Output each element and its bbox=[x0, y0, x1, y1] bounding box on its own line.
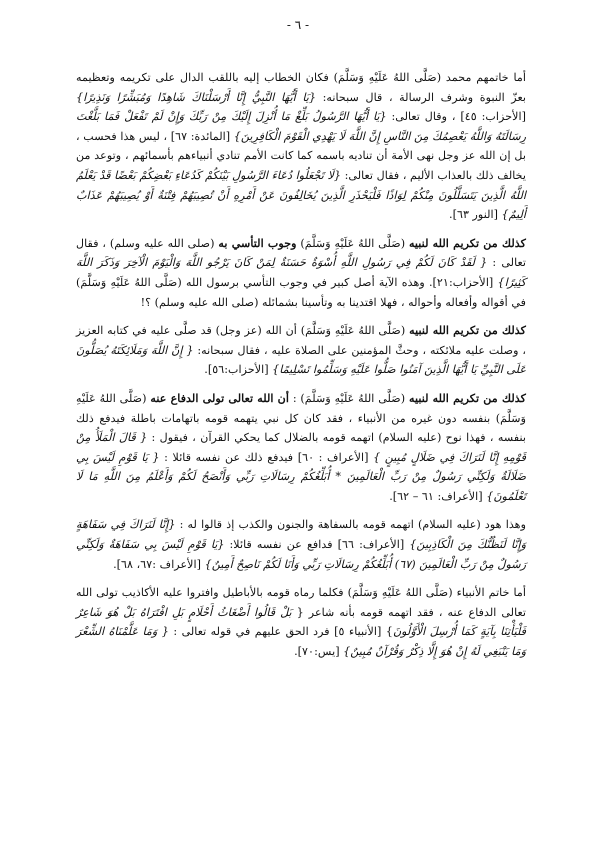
paragraph-text: أما خاتمهم محمد (صَلَّى اللهُ عَلَيْهِ وَسَلَّمَ) فكان الخطاب إليه باللقب الدال على تكريمه وتعظيمه بعزّ النبوة وشرف الرسالة ، قال سبحانه: bbox=[76, 71, 526, 104]
section-heading: كذلك من تكريم الله لنبيه bbox=[409, 323, 527, 338]
quran-verse: { إِنَّ اللَّهَ وَمَلَائِكَتَهُ يُصَلُّونَ عَلَى النَّبِيِّ يَا أَيُّهَا الَّذِينَ آمَنُوا صَلُّوا عَلَيْهِ وَسَلِّمُوا تَسْلِيمًا} bbox=[76, 343, 526, 377]
paragraph bbox=[76, 321, 526, 380]
quran-verse: {يَا أَيُّهَا النَّبِيُّ إِنَّا أَرْسَلْنَاكَ شَاهِدًا وَمُبَشِّرًا وَنَذِيرًا} bbox=[76, 90, 317, 104]
paragraph-text: [المائدة: ٦٧] ، ليس هذا فحسب ، بل إن الله عز وجل نهى الأمة أن تناديه باسمه كما كانت الأمم تنادي أنبياءهم بأسمائهم ، وتوعد من يخالف ذلك بالعذاب الأليم ، فقال تعالى: bbox=[76, 129, 526, 182]
page-number: - ٦ - bbox=[286, 18, 310, 32]
paragraph-text: [يس:٧٠]. bbox=[294, 645, 344, 659]
paragraph-text: [الأحزاب:٥٦]. bbox=[204, 363, 273, 377]
paragraph-text: [الأعراف: ٦٦] فدافع عن نفسه قائلا: bbox=[224, 538, 410, 552]
paragraph-text: (صَلَّى اللهُ عَلَيْهِ وَسَلَّمَ) : bbox=[288, 391, 409, 405]
section-heading: أن الله تعالى تولى الدفاع عنه bbox=[150, 390, 289, 405]
quran-verse: { قَالَ الْمَلَأُ مِنْ قَوْمِهِ إِنَّا لَنَرَاكَ فِي ضَلَالٍ مُبِينٍ } bbox=[76, 431, 527, 464]
paragraph bbox=[76, 389, 526, 507]
paragraph bbox=[76, 68, 526, 225]
paragraph-text: } [الأنبياء ٥] فرد الحق عليهم في قوله تعالى : bbox=[168, 625, 393, 639]
quran-verse: {إِنَّا لَنَرَاكَ فِي سَفَاهَةٍ وَإِنَّا لَنَظُنُّكَ مِنَ الْكَاذِبِينَ} bbox=[76, 518, 526, 552]
paragraph-text: (صَلَّى اللهُ عَلَيْهِ وَسَلَّمَ) أن الله (عز وجل) قد صلَّى عليه في كتابه العزيز ، وصلت عليه ملائكته ، وحثَّ المؤمنين على الصلاة عليه ، فقال سبحانه: bbox=[76, 324, 526, 357]
paragraph-text: (صَلَّى اللهُ عَلَيْهِ وَسَلَّمَ) bbox=[296, 236, 409, 250]
paragraph-text: (صَلَّى اللهُ عَلَيْهِ وَسَلَّمَ) بنفسه دون غيره من الأنبياء ، فقد كان كل نبي يتهمه قومه باتهامات باطلة فيدفع ذلك بنفسه ، فهذا نوح (عليه السلام) اتهمه قومه بالضلال كما يحكي القرآن ، فيقول : bbox=[76, 391, 527, 445]
quran-verse: { وَمَا عَلَّمْنَاهُ الشِّعْرَ وَمَا يَنْبَغِي لَهُ إِنْ هُوَ إِلَّا ذِكْرٌ وَقُرْآنٌ مُبِينٌ} bbox=[76, 625, 526, 659]
paragraph bbox=[76, 234, 526, 312]
quran-verse: { يَا قَوْمِ لَيْسَ بِي ضَلَالَةٌ وَلَكِنِّي رَسُولٌ مِنْ رَبِّ الْعَالَمِينَ * أُبَلِّغُكُمْ رِسَالَاتِ رَبِّي وَأَنْصَحُ لَكُمْ وَأَعْلَمُ مِنَ اللَّهِ مَا لَا تَعْلَمُونَ} bbox=[76, 450, 526, 503]
quran-verse: بَلْ قَالُوا أَضْغَاثُ أَحْلَامٍ بَلِ افْتَرَاهُ بَلْ هُوَ شَاعِرٌ فَلْيَأْتِنَا بِآيَةٍ كَمَا أُرْسِلَ الْأَوَّلُونَ bbox=[76, 605, 527, 639]
paragraph-text: وهذا هود (عليه السلام) اتهمه قومه بالسفاهة والجنون والكذب إذ قالوا له : bbox=[175, 518, 526, 532]
paragraph-text: [النور ٦٣]. bbox=[449, 208, 502, 222]
paragraph bbox=[76, 583, 526, 661]
section-heading: وجوب التأسي به bbox=[218, 235, 297, 250]
paragraph-text: [الأعراف :٦٧، ٦٨]. bbox=[113, 557, 205, 571]
paragraph bbox=[76, 515, 526, 574]
page-body bbox=[76, 68, 526, 671]
paragraph-text: [الأحزاب:٢١]. وهذه الآية أصل كبير في وجوب التأسي برسول الله (صَلَّى اللهُ عَلَيْهِ وَسَلَّمَ) في أقواله وأفعاله وأحواله ، فهلا اقتدينا به وتأسينا بشمائله (صلى الله عليه وسلم) ؟! bbox=[76, 275, 526, 309]
paragraph-text: [الأعراف : ٦٠] فيدفع ذلك عن نفسه قائلا : bbox=[159, 450, 374, 464]
paragraph-text: (صلى الله عليه وسلم) ، فقال تعالى : bbox=[76, 236, 526, 270]
paragraph-text: أما خاتم الأنبياء (صَلَّى اللهُ عَلَيْهِ وَسَلَّمَ) فكلما رماه قومه بالأباطيل وافتروا عليه الأكاذيب تولى الله تعالى الدفاع عنه ، فقد اتهمه قومه بأنه شاعر { bbox=[76, 586, 526, 619]
quran-verse: {لَا تَجْعَلُوا دُعَاءَ الرَّسُولِ بَيْنَكُمْ كَدُعَاءِ بَعْضِكُمْ بَعْضًا قَدْ يَعْلَمُ اللَّهُ الَّذِينَ يَتَسَلَّلُونَ مِنْكُمْ لِوَاذًا فَلْيَحْذَرِ الَّذِينَ يُخَالِفُونَ عَنْ أَمْرِهِ أَنْ تُصِيبَهُمْ فِتْنَةٌ أَوْ يُصِيبَهُمْ عَذَابٌ أَلِيمٌ} bbox=[76, 168, 526, 222]
section-heading: كذلك من تكريم الله لنبيه bbox=[408, 390, 526, 405]
paragraph-text: [الأعراف: ٦١ – ٦٢]. bbox=[389, 489, 487, 503]
quran-verse: {يَا أَيُّهَا الرَّسُولُ بَلِّغْ مَا أُنْزِلَ إِلَيْكَ مِنْ رَبِّكَ وَإِنْ لَمْ تَفْعَلْ فَمَا بَلَّغْتَ رِسَالَتَهُ وَاللَّهُ يَعْصِمُكَ مِنَ النَّاسِ إِنَّ اللَّهَ لَا يَهْدِي الْقَوْمَ الْكَافِرِينَ} bbox=[76, 110, 526, 143]
quran-verse: { لَقَدْ كَانَ لَكُمْ فِي رَسُولِ اللَّهِ أُسْوَةٌ حَسَنَةٌ لِمَنْ كَانَ يَرْجُو اللَّهَ وَالْيَوْمَ الْآخِرَ وَذَكَرَ اللَّهَ كَثِيرًا} bbox=[76, 256, 526, 289]
quran-verse: {يَا قَوْمِ لَيْسَ بِي سَفَاهَةٌ وَلَكِنِّي رَسُولٌ مِنْ رَبِّ الْعَالَمِينَ (٦٧) أُبَلِّغُكُمْ رِسَالَاتِ رَبِّي وَأَنَا لَكُمْ نَاصِحٌ أَمِينٌ} bbox=[76, 538, 526, 571]
paragraph-text: [الأحزاب: ٤٥] ، وقال تعالى: bbox=[386, 110, 526, 124]
section-heading: كذلك من تكريم الله لنبيه bbox=[408, 235, 527, 250]
